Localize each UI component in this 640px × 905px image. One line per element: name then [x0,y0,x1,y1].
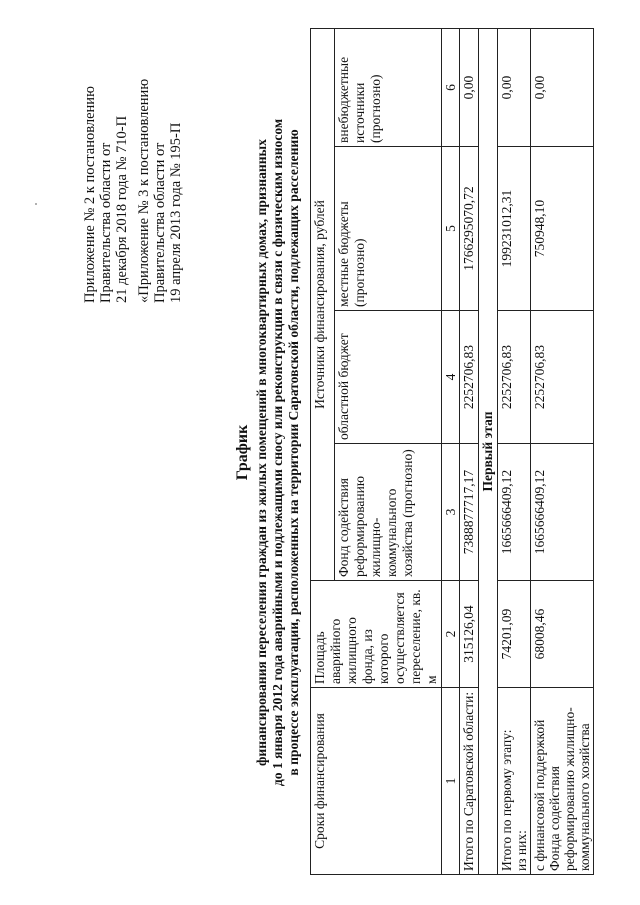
cell-extra: 0,00 [498,29,531,147]
stage-heading-row [479,29,498,875]
annex-line: 19 апреля 2013 года № 195-П [168,122,184,303]
title-line: до 1 января 2012 года аварийными и подлежащими сносу или реконструкции в связи с физическим износом [270,118,285,787]
cell-fund: 1665666409,12 [531,444,594,581]
header-extra-budgetary: внебюджетные источники (прогнозно) [335,29,442,147]
annex-line: «Приложение № 3 к постановлению [136,78,152,303]
cell-extra: 0,00 [460,29,479,147]
cell-area: 68008,46 [531,581,594,688]
title-line: финансирования переселения граждан из жилых помещений в многоквартирных домах, признанных [254,139,269,766]
column-number: 1 [442,688,460,875]
header-fund: Фонд содействия реформированию жилищно-коммунального хозяйства (прогнозно) [335,444,442,581]
column-number: 2 [442,581,460,688]
header-sources-group: Источники финансирования, рублей [311,29,335,581]
table-header-row [311,29,335,875]
cell-fund: 7388877717,17 [460,444,479,581]
title-main: График [234,424,251,481]
table-row [531,29,594,875]
cell-area: 74201,09 [498,581,531,688]
annex-line: Правительства области от [98,142,114,303]
column-number: 4 [442,311,460,444]
annex-line: Правительства области от [152,142,168,303]
header-periods: Сроки финансирования [311,688,442,875]
table-row [460,29,479,875]
annex-note [82,79,184,303]
annex-line: Приложение № 2 к постановлению [82,86,98,303]
cell-regional: 2252706,83 [531,311,594,444]
column-number: 5 [442,147,460,311]
row-label: Итого по первому этапу: из них: [498,688,531,875]
column-number: 3 [442,444,460,581]
header-regional-budget: областной бюджет [335,311,442,444]
column-numbers-row [442,29,460,875]
row-label: с финансовой поддержкой Фонда содействия реформированию жилищно-коммунального хозяйства [531,688,594,875]
header-area: Площадь аварийного жилищного фонда, из которого осуществляется переселение, кв. м [311,581,442,688]
cell-regional: 2252706,83 [498,311,531,444]
table-row [498,29,531,875]
column-number: 6 [442,29,460,147]
cell-fund: 1665666409,12 [498,444,531,581]
row-label: Итого по Саратовской области: [460,688,479,875]
title-line: в процессе эксплуатации, расположенных на территории Саратовской области, подлежащих расселению [286,129,301,776]
header-local-budgets: местные бюджеты (прогнозно) [335,147,442,311]
cell-local: 750948,10 [531,147,594,311]
cell-area: 315126,04 [460,581,479,688]
cell-local: 199231012,31 [498,147,531,311]
stage-title: Первый этап [479,29,498,875]
financing-table [310,28,594,875]
annex-line: 21 декабря 2018 года № 710-П [114,115,130,303]
cell-regional: 2252706,83 [460,311,479,444]
cell-local: 1766295070,72 [460,147,479,311]
scan-speck [35,203,37,205]
document-title [232,0,302,905]
cell-extra: 0,00 [531,29,594,147]
